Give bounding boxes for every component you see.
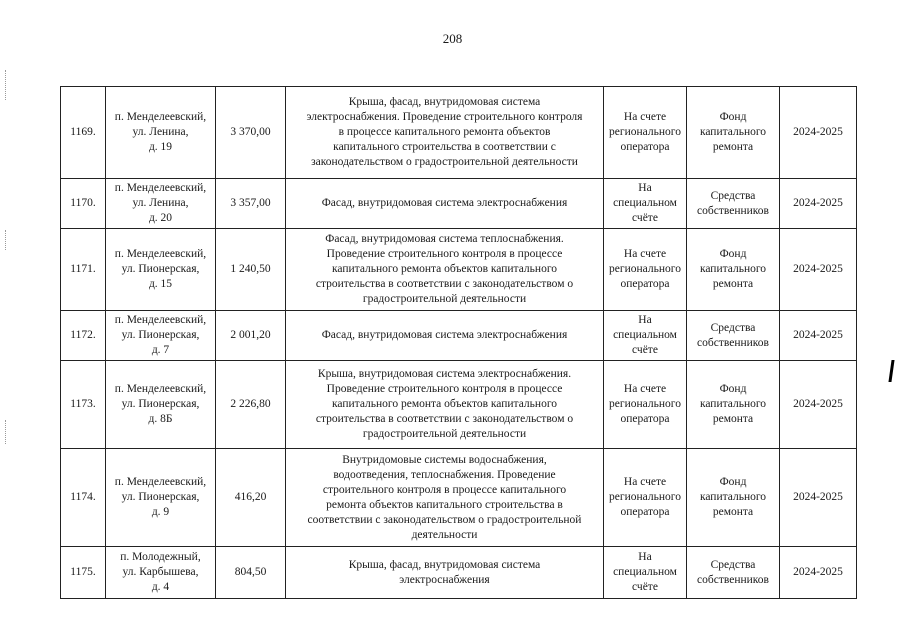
address-cell-line: ул. Ленина, [132,126,189,138]
fund-cell-line: Фонд [719,476,747,488]
works-cell-line: соответствии с законодательством о градостроительной [307,513,582,526]
works-cell-line: Крыша, фасад, внутридомовая система [348,558,541,571]
address-cell-line: п. Менделеевский, [114,182,207,194]
account-cell [604,311,687,361]
registry-table-body [61,87,857,599]
address-cell-line: д. 7 [151,344,170,356]
area-cell: 3 370,00 [216,87,286,179]
account-cell [604,179,687,229]
fund-cell-line: собственников [697,204,769,217]
works-cell-line: Внутридомовые системы водоснабжения, [342,453,547,466]
fund-cell [687,229,780,311]
account-cell [604,229,687,311]
works-cell [286,87,604,179]
area-cell: 2 001,20 [216,311,286,361]
works-cell-line: деятельности [411,528,478,541]
row-number: 1172. [61,311,106,361]
area-cell: 2 226,80 [216,361,286,449]
fund-cell-line: собственников [697,336,769,349]
works-cell-line: Проведение строительного контроля в процессе [326,248,563,260]
address-cell [106,229,216,311]
fund-cell-line: ремонта [712,141,754,153]
works-cell [286,229,604,311]
fund-cell-line: Фонд [719,111,747,123]
fund-cell-line: Средства [710,558,756,571]
period-cell: 2024-2025 [780,229,857,311]
registry-table [60,86,857,599]
address-cell-line: д. 4 [151,581,170,593]
area-cell: 3 357,00 [216,179,286,229]
address-cell-line: ул. Пионерская, [121,329,200,341]
address-cell-line: п. Менделеевский, [114,111,207,123]
address-cell-line: ул. Пионерская, [121,398,200,410]
fund-cell-line: капитального [699,126,767,138]
fund-cell-line: собственников [697,573,769,586]
address-cell [106,179,216,229]
area-cell: 804,50 [216,547,286,599]
fund-cell [687,449,780,547]
account-cell-line: специальном [613,566,677,578]
fund-cell-line: Средства [710,189,756,202]
fund-cell-line: Фонд [719,383,747,395]
account-cell-line: На [638,314,652,326]
fund-cell-line: капитального [699,491,767,503]
works-cell-line: Крыша, внутридомовая система электроснабжения. [317,368,572,380]
table-row [61,87,857,179]
works-cell-line: строительства в соответствии с законодательством о [315,413,574,425]
account-cell-line: счёте [632,344,658,356]
row-number: 1174. [61,449,106,547]
account-cell-line: На счете [623,248,667,260]
account-cell-line: регионального [609,126,681,138]
account-cell-line: На счете [623,476,667,488]
address-cell-line: п. Молодежный, [120,551,201,563]
table-row [61,449,857,547]
address-cell-line: ул. Пионерская, [121,491,200,503]
address-cell-line: п. Менделеевский, [114,314,207,326]
account-cell [604,449,687,547]
works-cell-line: строительного контроля в процессе капитального [322,483,567,496]
table-row [61,311,857,361]
address-cell-line: д. 20 [148,212,173,224]
address-cell-line: ул. Ленина, [132,197,189,209]
works-cell-line: Фасад, внутридомовая система электроснабжения [321,197,568,209]
address-cell-line: д. 9 [151,506,170,518]
account-cell-line: регионального [609,398,681,410]
works-cell-line: градостроительной деятельности [362,428,527,440]
account-cell [604,361,687,449]
scan-margin-mark [5,230,8,250]
account-cell-line: На [638,551,652,563]
works-cell [286,361,604,449]
address-cell-line: п. Менделеевский, [114,476,207,488]
account-cell-line: специальном [613,329,677,341]
works-cell-line: градостроительной деятельности [362,293,527,305]
row-number: 1175. [61,547,106,599]
address-cell-line: ул. Карбышева, [122,566,199,578]
works-cell-line: электроснабжения [399,573,490,586]
fund-cell-line: ремонта [712,506,754,518]
area-cell: 1 240,50 [216,229,286,311]
works-cell-line: Крыша, фасад, внутридомовая система [348,96,541,108]
table-row [61,547,857,599]
fund-cell [687,361,780,449]
account-cell-line: На [638,182,652,194]
scan-margin-mark [5,70,8,100]
works-cell-line: строительства в соответствии с законодательством о [315,278,574,290]
account-cell [604,87,687,179]
address-cell-line: д. 8Б [148,413,173,425]
works-cell-line: Фасад, внутридомовая система электроснабжения [321,329,568,341]
fund-cell [687,179,780,229]
fund-cell-line: Фонд [719,248,747,260]
address-cell [106,361,216,449]
row-number: 1169. [61,87,106,179]
account-cell-line: На счете [623,111,667,123]
scan-edge-mark [888,360,894,382]
period-cell: 2024-2025 [780,547,857,599]
fund-cell-line: Средства [710,321,756,334]
fund-cell [687,547,780,599]
works-cell-line: капитального ремонта объектов капитального [331,398,557,410]
works-cell [286,547,604,599]
fund-cell-line: ремонта [712,278,754,290]
address-cell [106,311,216,361]
works-cell-line: Проведение строительного контроля в процессе [326,383,563,395]
account-cell-line: На счете [623,383,667,395]
account-cell-line: регионального [609,263,681,275]
fund-cell-line: капитального [699,263,767,275]
row-number: 1173. [61,361,106,449]
account-cell-line: оператора [620,413,670,425]
address-cell-line: п. Менделеевский, [114,383,207,395]
works-cell [286,311,604,361]
works-cell [286,449,604,547]
account-cell [604,547,687,599]
table-row [61,229,857,311]
works-cell-line: в процессе капитального ремонта объектов [338,126,551,138]
period-cell: 2024-2025 [780,87,857,179]
address-cell [106,449,216,547]
account-cell-line: оператора [620,141,670,153]
scan-margin-mark [5,420,8,444]
address-cell [106,547,216,599]
table-row [61,361,857,449]
address-cell-line: д. 19 [148,141,173,153]
row-number: 1170. [61,179,106,229]
address-cell-line: ул. Пионерская, [121,263,200,275]
works-cell-line: электроснабжения. Проведение строительного контроля [306,111,583,123]
works-cell-line: законодательством о градостроительной деятельности [311,156,578,168]
works-cell [286,179,604,229]
account-cell-line: счёте [632,212,658,224]
account-cell-line: оператора [620,278,670,290]
address-cell-line: п. Менделеевский, [114,248,207,260]
works-cell-line: Фасад, внутридомовая система теплоснабжения. [325,233,564,245]
account-cell-line: счёте [632,581,658,593]
period-cell: 2024-2025 [780,179,857,229]
works-cell-line: капитального строительства в соответствии с [333,141,556,153]
address-cell-line: д. 15 [148,278,173,290]
fund-cell [687,311,780,361]
works-cell-line: ремонта объектов капитального строительства в [326,498,563,511]
row-number: 1171. [61,229,106,311]
period-cell: 2024-2025 [780,311,857,361]
fund-cell-line: ремонта [712,413,754,425]
page-number: 208 [442,31,463,46]
works-cell-line: капитального ремонта объектов капитального [331,263,557,275]
period-cell: 2024-2025 [780,449,857,547]
table-row [61,179,857,229]
account-cell-line: специальном [613,197,677,209]
fund-cell [687,87,780,179]
period-cell: 2024-2025 [780,361,857,449]
account-cell-line: регионального [609,491,681,503]
address-cell [106,87,216,179]
area-cell: 416,20 [216,449,286,547]
fund-cell-line: капитального [699,398,767,410]
account-cell-line: оператора [620,506,670,518]
works-cell-line: водоотведения, теплоснабжения. Проведение [333,468,556,481]
